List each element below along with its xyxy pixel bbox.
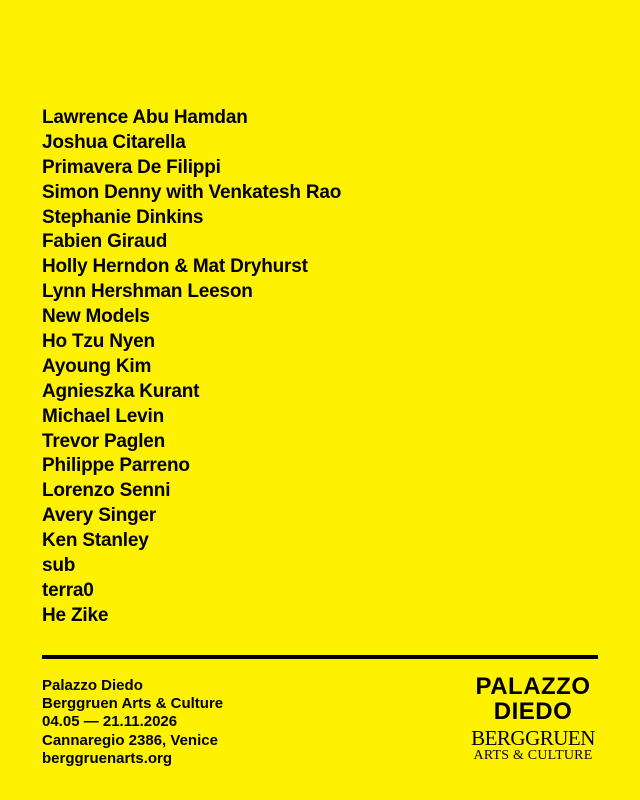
artist-name: Trevor Paglen: [42, 430, 166, 452]
artist-name: Fabien Giraud: [42, 231, 168, 253]
artist-name: sub: [42, 555, 76, 577]
divider: [42, 655, 598, 659]
exhibition-info: [42, 677, 223, 768]
artist-name: Ken Stanley: [42, 530, 149, 552]
artist-name: terra0: [42, 579, 94, 601]
logo-arts-culture-text: ARTS & CULTURE: [473, 748, 593, 763]
artist-name: Ayoung Kim: [42, 355, 152, 377]
artist-name: Michael Levin: [42, 405, 164, 427]
artist-name: Lynn Hershman Leeson: [42, 281, 253, 303]
logo-palazzo-text: PALAZZO: [475, 673, 591, 700]
venue-address: Cannaregio 2386, Venice: [42, 731, 218, 749]
artist-name: Ho Tzu Nyen: [42, 331, 155, 353]
organization-name: Berggruen Arts & Culture: [42, 695, 224, 713]
artist-name: Lawrence Abu Hamdan: [42, 107, 248, 128]
artist-name: New Models: [42, 306, 150, 328]
artist-name: Joshua Citarella: [42, 131, 186, 153]
logo-berggruen-text: BERGGRUEN: [471, 726, 595, 750]
artist-name: Primavera De Filippi: [42, 156, 221, 178]
palazzo-diedo-logo: [466, 674, 600, 764]
artist-name: Avery Singer: [42, 505, 157, 527]
artist-name: Stephanie Dinkins: [42, 206, 204, 228]
venue-name: Palazzo Diedo: [42, 677, 143, 694]
artist-list: [42, 106, 341, 629]
artist-name: Agnieszka Kurant: [42, 380, 200, 402]
artist-name: Simon Denny with Venkatesh Rao: [42, 181, 342, 203]
artist-name: He Zike: [42, 604, 109, 626]
exhibition-dates: 04.05 — 21.11.2026: [42, 713, 178, 731]
artist-name: Lorenzo Senni: [42, 480, 171, 502]
artist-name: Holly Herndon & Mat Dryhurst: [42, 256, 308, 278]
website-link[interactable]: berggruenarts.org: [42, 749, 173, 767]
artist-name: Philippe Parreno: [42, 455, 190, 477]
logo-diedo-text: DIEDO: [493, 698, 573, 725]
